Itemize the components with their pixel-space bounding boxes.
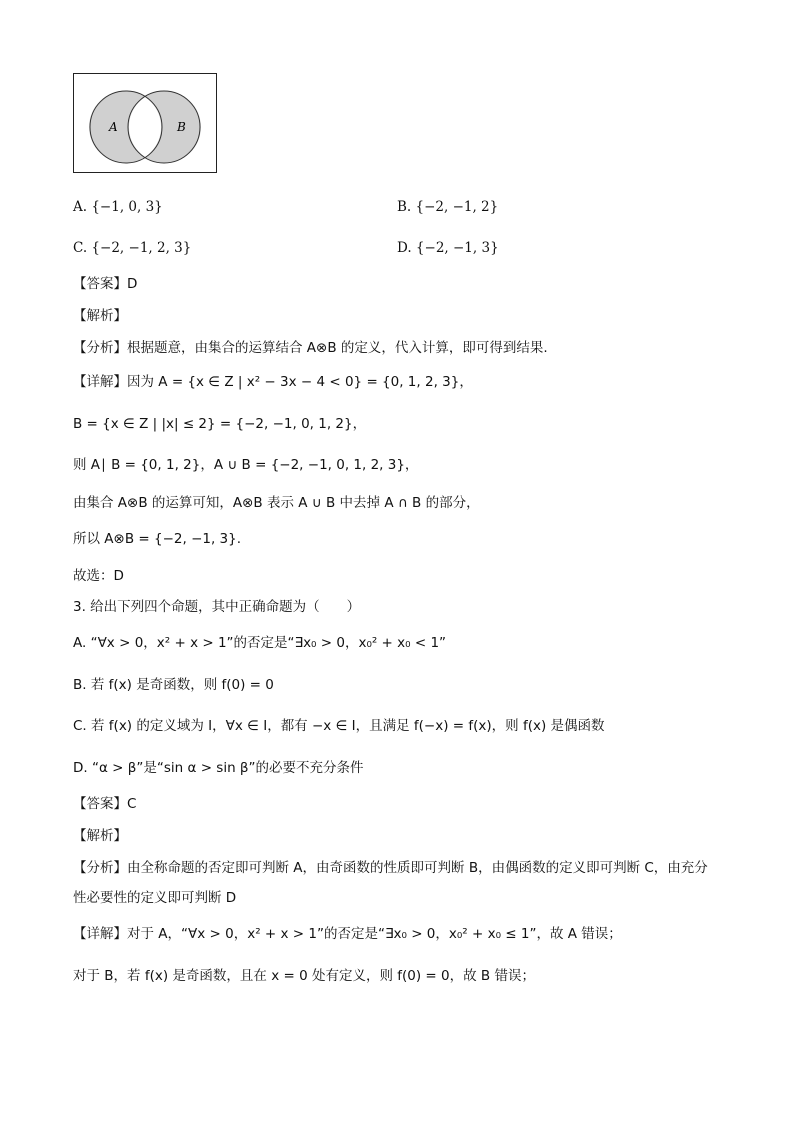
q2-detail-line-4: 由集合 A⊗B 的运算可知，A⊗B 表示 A ∪ B 中去掉 A ∩ B 的部分， — [73, 495, 480, 511]
q2-option-b: B. {−2, −1, 2} — [397, 199, 499, 215]
q3-answer: 【答案】C — [73, 796, 137, 812]
q3-stem: 3. 给出下列四个命题，其中正确命题为（ ） — [73, 599, 361, 615]
q3-option-d: D. “α > β”是“sin α > sin β”的必要不充分条件 — [73, 760, 364, 776]
q2-detail-line-2: B = {x ∈ Z | |x| ≤ 2} = {−2, −1, 0, 1, 2}， — [73, 416, 367, 432]
venn-diagram — [73, 73, 217, 173]
q2-detail-line-1: 【详解】因为 A = {x ∈ Z | x² − 3x − 4 < 0} = {0, 1, 2, 3}， — [73, 374, 473, 390]
q3-analysis-line-2: 性必要性的定义即可判断 D — [73, 890, 237, 906]
q3-analysis-heading: 【解析】 — [73, 828, 127, 844]
q2-answer: 【答案】D — [73, 276, 138, 292]
q3-detail-line-2: 对于 B，若 f(x) 是奇函数，且在 x = 0 处有定义，则 f(0) = 0，故 B 错误； — [73, 968, 535, 984]
q2-analysis-text: 【分析】根据题意，由集合的运算结合 A⊗B 的定义，代入计算，即可得到结果. — [73, 340, 548, 356]
venn-label-b: B — [177, 120, 186, 134]
q3-option-a: A. “∀x > 0，x² + x > 1”的否定是“∃x₀ > 0，x₀² + x₀ < 1” — [73, 635, 447, 651]
q3-analysis-line-1: 【分析】由全称命题的否定即可判断 A，由奇函数的性质即可判断 B，由偶函数的定义即可判断 C，由充分 — [73, 860, 708, 876]
venn-label-a: A — [109, 120, 118, 134]
q2-detail-line-3: 则 A∣ B = {0, 1, 2}，A ∪ B = {−2, −1, 0, 1, 2, 3}， — [73, 457, 419, 473]
q2-detail-line-5: 所以 A⊗B = {−2, −1, 3}. — [73, 531, 242, 547]
q2-analysis-heading: 【解析】 — [73, 308, 127, 324]
q2-option-c: C. {−2, −1, 2, 3} — [73, 240, 192, 256]
q3-detail-line-1: 【详解】对于 A，“∀x > 0，x² + x > 1”的否定是“∃x₀ > 0，x₀² + x₀ ≤ 1”，故 A 错误； — [73, 926, 622, 942]
q2-choose: 故选：D — [73, 568, 124, 584]
q2-option-a: A. {−1, 0, 3} — [73, 199, 163, 215]
q3-option-c: C. 若 f(x) 的定义域为 I，∀x ∈ I，都有 −x ∈ I，且满足 f(−x) = f(x)，则 f(x) 是偶函数 — [73, 718, 605, 734]
q3-option-b: B. 若 f(x) 是奇函数，则 f(0) = 0 — [73, 677, 274, 693]
q2-option-d: D. {−2, −1, 3} — [397, 240, 499, 256]
